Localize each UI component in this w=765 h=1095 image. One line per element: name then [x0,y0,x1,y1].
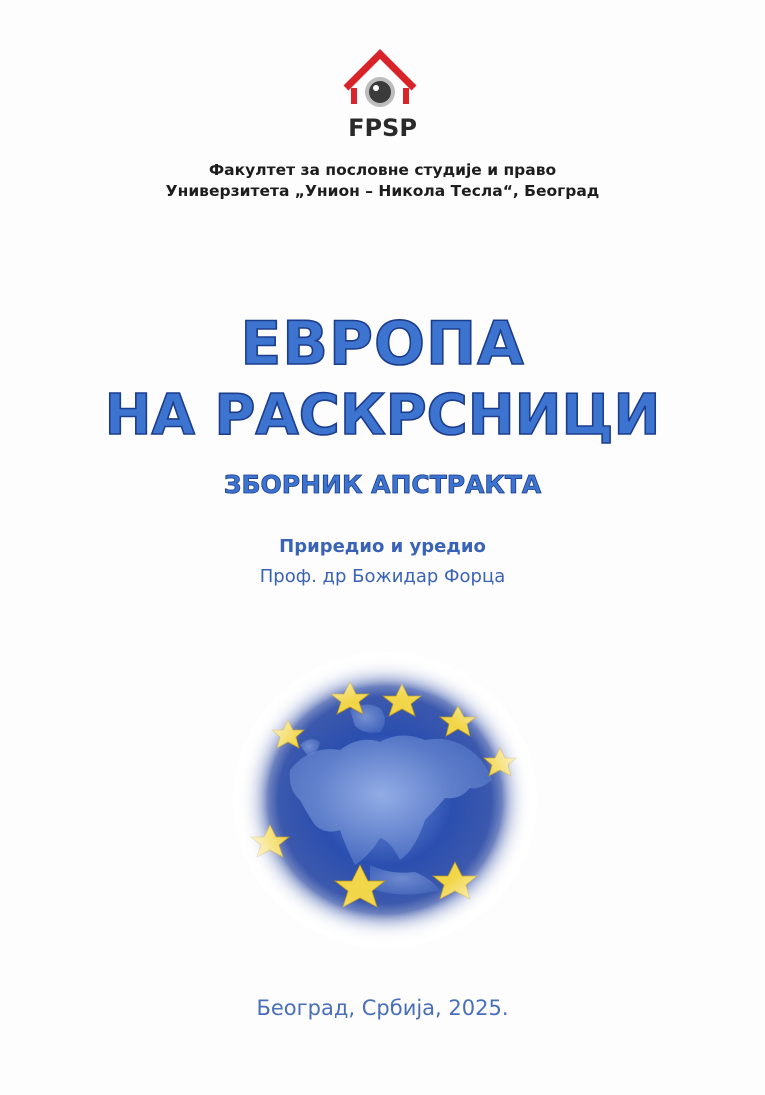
editor-name: Проф. др Божидар Форца [259,566,506,587]
book-subtitle: ЗБОРНИК АПСТРАКТА [223,470,542,499]
title-line-2: НА РАСКРСНИЦИ [104,383,661,448]
book-title [0,308,765,452]
eu-globe-with-stars-icon [230,650,540,950]
faculty-line-1: Факултет за пословне студије и право [208,161,557,179]
title-line-1: ЕВРОПА [240,309,525,379]
faculty-line-2: Универзитета „Унион – Никола Тесла“, Београд [165,182,600,200]
faculty-name [0,160,765,202]
fpsp-logo-icon [340,48,420,114]
logo-text: FPSP [348,114,417,142]
editor-label: Приредио и уредио [279,536,486,557]
publication-place-year: Београд, Србија, 2025. [256,996,509,1020]
